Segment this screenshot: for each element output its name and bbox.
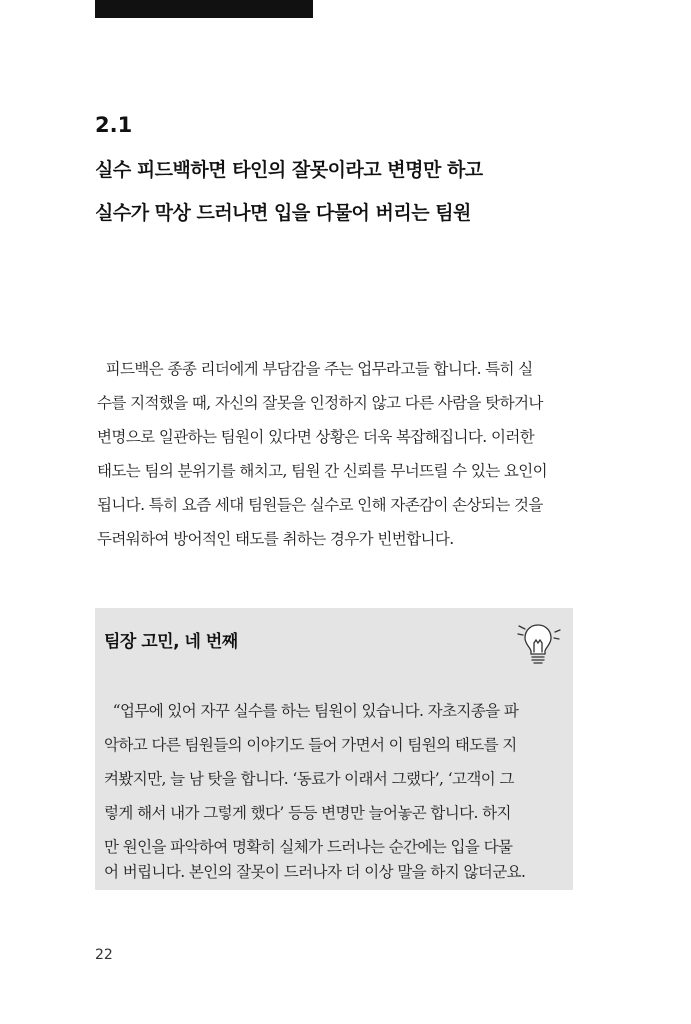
body-line: 됩니다. 특히 요즘 세대 팀원들은 실수로 인해 자존감이 손상되는 것을	[97, 496, 543, 514]
body-line: 변명으로 일관하는 팀원이 있다면 상황은 더욱 복잡해집니다. 이러한	[97, 428, 535, 446]
quote-line: “업무에 있어 자꾸 실수를 하는 팀원이 있습니다. 자초지종을 파	[104, 702, 519, 720]
quote-line: 만 원인을 파악하여 명확히 실체가 드러나는 순간에는 입을 다물	[104, 838, 513, 856]
quote-line: 렇게 해서 내가 그렇게 했다’ 등등 변명만 늘어놓곤 합니다. 하지	[104, 804, 511, 822]
body-line: 태도는 팀의 분위기를 해치고, 팀원 간 신뢰를 무너뜨릴 수 있는 요인이	[97, 462, 548, 480]
header-bar	[95, 0, 313, 18]
lightbulb-icon	[513, 616, 563, 668]
body-line: 두려워하여 방어적인 태도를 취하는 경우가 빈번합니다.	[97, 530, 454, 548]
section-title-line-2: 실수가 막상 드러나면 입을 다물어 버리는 팀원	[95, 202, 471, 224]
body-line: 수를 지적했을 때, 자신의 잘못을 인정하지 않고 다른 사람을 탓하거나	[97, 394, 543, 412]
concern-box-title: 팀장 고민, 네 번째	[104, 632, 238, 652]
quote-line: 악하고 다른 팀원들의 이야기도 들어 가면서 이 팀원의 태도를 지	[104, 736, 517, 754]
quote-line: 켜봤지만, 늘 남 탓을 합니다. ‘동료가 이래서 그랬다’, ‘고객이 그	[104, 770, 514, 788]
section-title-line-1: 실수 피드백하면 타인의 잘못이라고 변명만 하고	[95, 159, 483, 181]
page-number: 22	[95, 947, 113, 963]
section-number: 2.1	[95, 113, 133, 137]
quote-line: 어 버립니다. 본인의 잘못이 드러나자 더 이상 말을 하지 않더군요.	[104, 863, 526, 881]
body-line: 피드백은 종종 리더에게 부담감을 주는 업무라고들 합니다. 특히 실	[97, 360, 533, 378]
